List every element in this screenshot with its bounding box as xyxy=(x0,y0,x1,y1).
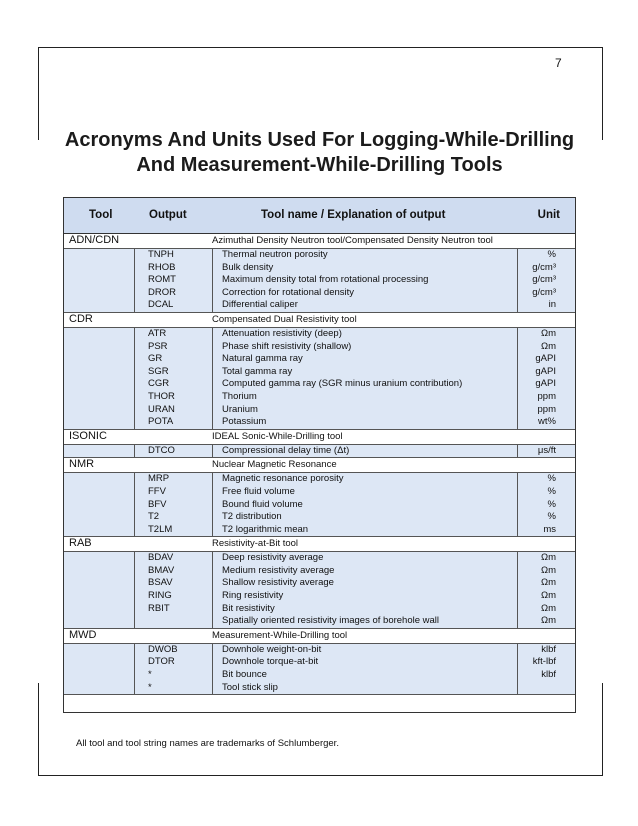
explanation-cell: Bulk density xyxy=(222,261,274,273)
output-cell: ROMT xyxy=(148,274,176,286)
output-cell: ATR xyxy=(148,327,167,339)
table-row xyxy=(64,656,575,669)
output-cell: BSAV xyxy=(148,577,173,589)
explanation-cell: Differential caliper xyxy=(222,299,298,311)
table-row xyxy=(64,511,575,524)
output-cell: MRP xyxy=(148,473,170,485)
unit-cell: Ωm xyxy=(540,602,556,614)
group-body xyxy=(64,644,575,695)
unit-cell: Ωm xyxy=(540,552,556,564)
output-cell: RBIT xyxy=(148,602,170,614)
table-row xyxy=(64,299,575,312)
explanation-cell: Maximum density total from rotational processing xyxy=(222,274,429,286)
group-body xyxy=(64,473,575,537)
unit-cell: μs/ft xyxy=(537,444,556,456)
table-row xyxy=(64,552,575,565)
acronym-table xyxy=(63,197,576,713)
table-row xyxy=(64,577,575,590)
table-row xyxy=(64,341,575,354)
explanation-cell: Spatially oriented resistivity images of borehole wall xyxy=(222,615,440,627)
table-row xyxy=(64,486,575,499)
header-output: Output xyxy=(149,209,187,221)
table-row xyxy=(64,615,575,628)
header-tool: Tool xyxy=(89,209,113,221)
explanation-cell: Free fluid volume xyxy=(222,485,295,497)
output-cell: * xyxy=(148,669,152,681)
output-cell: DCAL xyxy=(148,299,174,311)
group-body xyxy=(64,249,575,313)
group-tool: MWD xyxy=(69,628,97,641)
group-tool-name: Nuclear Magnetic Resonance xyxy=(212,459,337,471)
unit-cell: % xyxy=(547,511,556,523)
unit-cell: klbf xyxy=(541,669,556,681)
output-cell: THOR xyxy=(148,390,175,402)
page-title xyxy=(38,128,601,178)
page-frame-top xyxy=(38,47,603,140)
title-line-1: Acronyms And Units Used For Logging-While-Drilling xyxy=(64,129,575,151)
explanation-cell: Medium resistivity average xyxy=(222,564,335,576)
explanation-cell: Bit bounce xyxy=(222,669,267,681)
unit-cell: gAPI xyxy=(535,378,556,390)
unit-cell: % xyxy=(547,485,556,497)
output-cell: DROR xyxy=(148,286,176,298)
output-cell: BMAV xyxy=(148,564,175,576)
table-row xyxy=(64,416,575,429)
explanation-cell: Phase shift resistivity (shallow) xyxy=(222,340,352,352)
group-tool: ADN/CDN xyxy=(69,234,120,246)
group-title-row xyxy=(64,430,575,445)
group-tool-name: Compensated Dual Resistivity tool xyxy=(212,313,357,325)
explanation-cell: Natural gamma ray xyxy=(222,353,303,365)
output-cell: PSR xyxy=(148,340,168,352)
explanation-cell: Bit resistivity xyxy=(222,602,275,614)
unit-cell: % xyxy=(547,473,556,485)
unit-cell: % xyxy=(547,498,556,510)
unit-cell: klbf xyxy=(541,643,556,655)
output-cell: BDAV xyxy=(148,552,174,564)
output-cell: POTA xyxy=(148,416,174,428)
group-tool-name: IDEAL Sonic-While-Drilling tool xyxy=(212,430,343,442)
explanation-cell: Downhole weight-on-bit xyxy=(222,643,322,655)
output-cell: URAN xyxy=(148,403,175,415)
table-body xyxy=(64,234,575,695)
output-cell: TNPH xyxy=(148,249,174,260)
group-tool: CDR xyxy=(69,312,93,325)
unit-cell: g/cm³ xyxy=(532,286,556,298)
unit-cell: kft-lbf xyxy=(532,656,556,668)
unit-cell: % xyxy=(547,249,556,260)
table-row xyxy=(64,391,575,404)
output-cell: FFV xyxy=(148,485,166,497)
table-row xyxy=(64,499,575,512)
explanation-cell: Shallow resistivity average xyxy=(222,577,334,589)
unit-cell: gAPI xyxy=(535,353,556,365)
explanation-cell: Potassium xyxy=(222,416,267,428)
explanation-cell: Correction for rotational density xyxy=(222,286,355,298)
group-title-row xyxy=(64,458,575,473)
output-cell: T2LM xyxy=(148,523,173,535)
output-cell: SGR xyxy=(148,365,169,377)
output-cell: DTOR xyxy=(148,656,175,668)
group-tool: NMR xyxy=(69,458,95,471)
output-cell: DTCO xyxy=(148,444,175,456)
table-row xyxy=(64,249,575,262)
unit-cell: Ωm xyxy=(540,590,556,602)
table-row xyxy=(64,366,575,379)
group-title-row xyxy=(64,629,575,644)
group-tool: RAB xyxy=(69,537,92,550)
explanation-cell: Uranium xyxy=(222,403,258,415)
unit-cell: Ωm xyxy=(540,564,556,576)
group-title-row xyxy=(64,537,575,552)
explanation-cell: Thorium xyxy=(222,390,257,402)
unit-cell: Ωm xyxy=(540,615,556,627)
explanation-cell: Downhole torque-at-bit xyxy=(222,656,319,668)
table-row xyxy=(64,378,575,391)
explanation-cell: T2 logarithmic mean xyxy=(222,523,309,535)
unit-cell: wt% xyxy=(538,416,556,428)
page-number: 7 xyxy=(555,56,562,70)
unit-cell: gAPI xyxy=(535,365,556,377)
explanation-cell: Tool stick slip xyxy=(222,681,278,693)
unit-cell: ppm xyxy=(537,390,556,402)
group-tool-name: Measurement-While-Drilling tool xyxy=(212,629,348,641)
header-name: Tool name / Explanation of output xyxy=(261,209,446,221)
header-unit: Unit xyxy=(537,209,560,221)
explanation-cell: Magnetic resonance porosity xyxy=(222,473,344,485)
table-row xyxy=(64,565,575,578)
unit-cell: Ωm xyxy=(540,577,556,589)
explanation-cell: Ring resistivity xyxy=(222,590,284,602)
output-cell: DWOB xyxy=(148,643,178,655)
table-row xyxy=(64,353,575,366)
table-row xyxy=(64,473,575,486)
table-row xyxy=(64,524,575,537)
explanation-cell: Compressional delay time (Δt) xyxy=(222,444,350,456)
table-row xyxy=(64,590,575,603)
table-row xyxy=(64,669,575,682)
group-tool-name: Resistivity-at-Bit tool xyxy=(212,538,299,550)
explanation-cell: Bound fluid volume xyxy=(222,498,303,510)
title-line-2: And Measurement-While-Drilling Tools xyxy=(136,154,503,176)
unit-cell: Ωm xyxy=(540,340,556,352)
group-body xyxy=(64,445,575,459)
group-body xyxy=(64,552,575,629)
unit-cell: g/cm³ xyxy=(532,274,556,286)
explanation-cell: Computed gamma ray (SGR minus uranium contribution) xyxy=(222,378,463,390)
explanation-cell: T2 distribution xyxy=(222,511,282,523)
table-row xyxy=(64,274,575,287)
table-row xyxy=(64,262,575,275)
group-tool-name: Azimuthal Density Neutron tool/Compensated Density Neutron tool xyxy=(212,235,493,246)
group-body xyxy=(64,328,575,430)
output-cell: T2 xyxy=(148,511,160,523)
unit-cell: ms xyxy=(543,523,556,535)
table-row xyxy=(64,404,575,417)
output-cell: RHOB xyxy=(148,261,176,273)
explanation-cell: Deep resistivity average xyxy=(222,552,324,564)
table-row xyxy=(64,682,575,695)
output-cell: GR xyxy=(148,353,163,365)
footer-note: All tool and tool string names are trademarks of Schlumberger. xyxy=(76,738,339,749)
explanation-cell: Total gamma ray xyxy=(222,365,293,377)
unit-cell: g/cm³ xyxy=(532,261,556,273)
table-row xyxy=(64,328,575,341)
output-cell: * xyxy=(148,681,152,693)
table-row xyxy=(64,644,575,657)
group-title-row xyxy=(64,234,575,249)
group-title-row xyxy=(64,313,575,328)
unit-cell: Ωm xyxy=(540,327,556,339)
table-row xyxy=(64,445,575,458)
group-tool: ISONIC xyxy=(69,429,107,442)
explanation-cell: Attenuation resistivity (deep) xyxy=(222,327,342,339)
unit-cell: ppm xyxy=(537,403,556,415)
output-cell: CGR xyxy=(148,378,170,390)
output-cell: BFV xyxy=(148,498,167,510)
table-header xyxy=(64,198,575,234)
unit-cell: in xyxy=(548,299,556,311)
explanation-cell: Thermal neutron porosity xyxy=(222,249,328,260)
output-cell: RING xyxy=(148,590,172,602)
table-row xyxy=(64,603,575,616)
table-row xyxy=(64,287,575,300)
